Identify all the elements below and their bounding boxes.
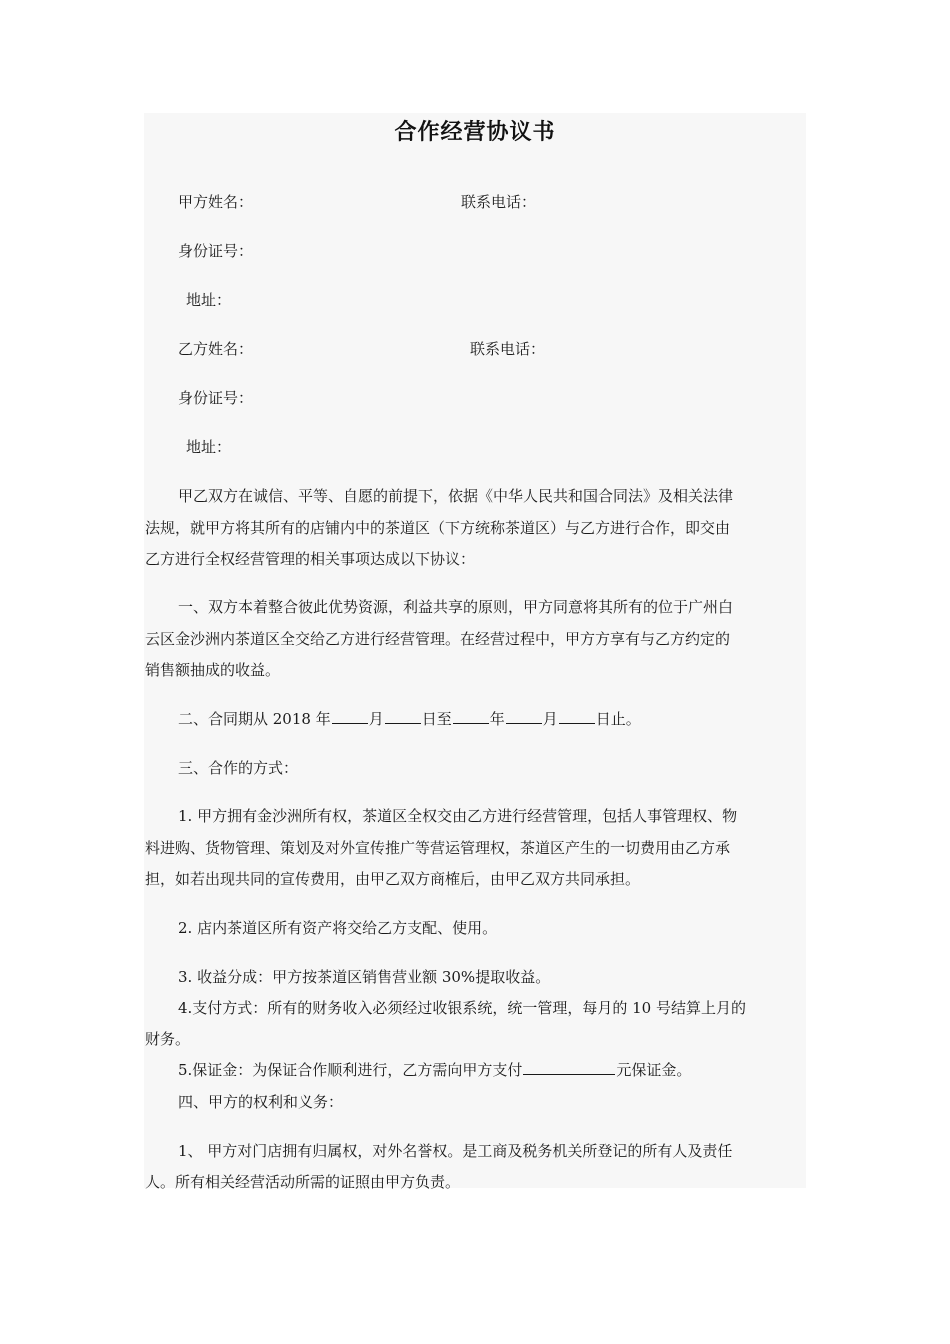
clause1-line: 销售额抽成的收益。 [145,661,281,679]
item2: 2. 店内茶道区所有资产将交给乙方支配、使用。 [178,919,498,937]
party-a-id-label: 身份证号： [178,242,254,260]
clause2-contract-period [178,708,641,729]
item1-line: 1. 甲方拥有金沙洲所有权，茶道区全权交由乙方进行经营管理，包括人事管理权、物 [178,807,738,825]
year-blank [453,709,489,724]
deposit-amount-blank [523,1060,615,1075]
end-label: 日止。 [595,710,641,728]
party-b-id-label: 身份证号： [178,389,254,407]
item5-deposit [178,1059,691,1080]
clause1-line: 云区金沙洲内茶道区全交给乙方进行经营管理。在经营过程中，甲方方享有与乙方约定的 [145,630,731,648]
month-label: 月 [542,710,558,728]
document-page [144,113,806,1188]
party-b-phone-label: 联系电话： [470,340,546,358]
year-label: 年 [489,710,505,728]
party-a-phone-label: 联系电话： [461,193,537,211]
clause4-item1-line: 1、 甲方对门店拥有归属权，对外名誉权。是工商及税务机关所登记的所有人及责任 [178,1142,733,1160]
clause4-item1-line: 人。所有相关经营活动所需的证照由甲方负责。 [145,1173,461,1191]
clause3-heading: 三、合作的方式： [178,759,299,777]
clause2-prefix: 二、合同期从 2018 年 [178,710,331,728]
item4-line: 财务。 [145,1030,191,1048]
item5-prefix: 5.保证金：为保证合作顺利进行，乙方需向甲方支付 [178,1061,523,1079]
clause4-heading: 四、甲方的权利和义务： [178,1093,344,1111]
item1-line: 料进购、货物管理、策划及对外宣传推广等营运管理权，茶道区产生的一切费用由乙方承 [145,839,731,857]
item4-line: 4.支付方式：所有的财务收入必须经过收银系统，统一管理，每月的 10 号结算上月的 [178,999,746,1017]
clause1-line: 一、双方本着整合彼此优势资源，利益共享的原则，甲方同意将其所有的位于广州白 [178,598,734,616]
intro-line: 法规，就甲方将其所有的店铺内中的茶道区（下方统称茶道区）与乙方进行合作，即交由 [145,519,731,537]
party-a-address-label: 地址： [186,291,232,309]
day-to-label: 日至 [421,710,452,728]
party-b-name-label: 乙方姓名： [178,340,254,358]
intro-line: 乙方进行全权经营管理的相关事项达成以下协议： [145,550,476,568]
item5-suffix: 元保证金。 [616,1061,692,1079]
day-blank [385,709,421,724]
party-a-name-label: 甲方姓名： [178,193,254,211]
party-b-address-label: 地址： [186,438,232,456]
document-title: 合作经营协议书 [394,119,556,145]
item3: 3. 收益分成：甲方按茶道区销售营业额 30%提取收益。 [178,968,551,986]
month-label: 月 [368,710,384,728]
month-blank [332,709,368,724]
day-blank [559,709,595,724]
month-blank [506,709,542,724]
item1-line: 担，如若出现共同的宣传费用，由甲乙双方商榷后，由甲乙双方共同承担。 [145,870,641,888]
intro-line: 甲乙双方在诚信、平等、自愿的前提下，依据《中华人民共和国合同法》及相关法律 [178,487,734,505]
